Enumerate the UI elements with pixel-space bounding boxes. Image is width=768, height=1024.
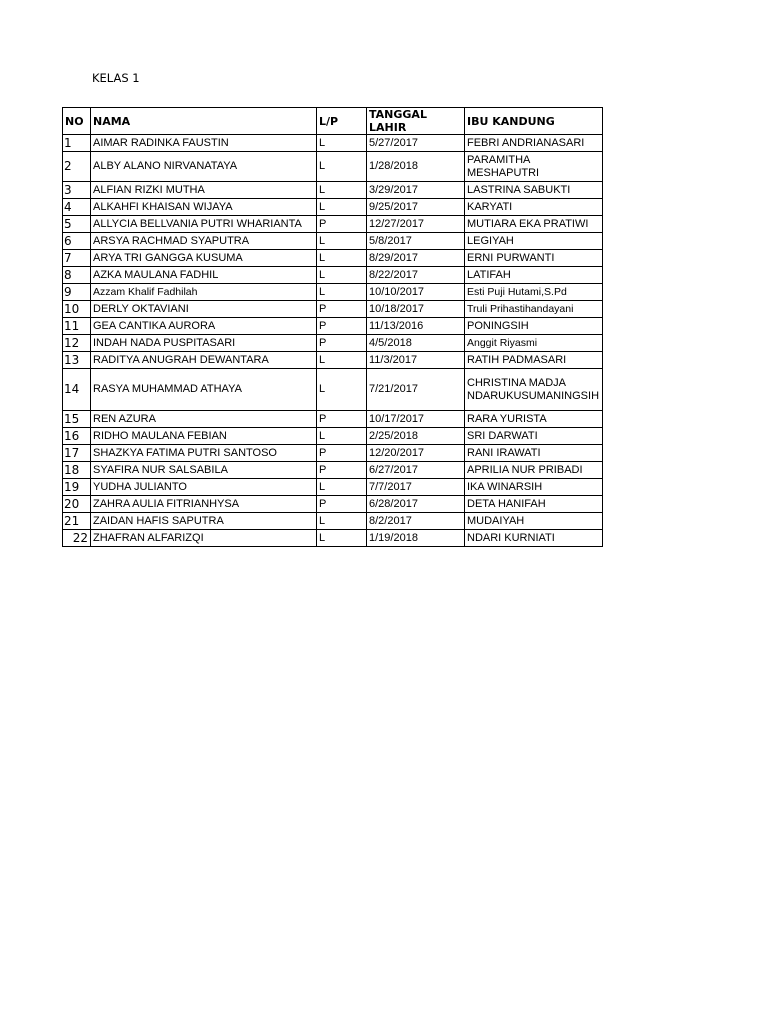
cell-lp: P bbox=[317, 301, 367, 318]
cell-no: 21 bbox=[63, 513, 91, 530]
cell-no: 8 bbox=[63, 267, 91, 284]
table-row bbox=[63, 352, 603, 369]
cell-tanggal-lahir: 8/29/2017 bbox=[367, 250, 465, 267]
cell-nama: AZKA MAULANA FADHIL bbox=[91, 267, 317, 284]
cell-no: 18 bbox=[63, 462, 91, 479]
cell-nama: ZAHRA AULIA FITRIANHYSA bbox=[91, 496, 317, 513]
column-header-no: NO bbox=[63, 108, 91, 135]
cell-ibu-kandung: MUTIARA EKA PRATIWI bbox=[465, 216, 603, 233]
cell-nama: REN AZURA bbox=[91, 411, 317, 428]
cell-no: 2 bbox=[63, 152, 91, 182]
column-header-tanggal-lahir: TANGGAL LAHIR bbox=[367, 108, 465, 135]
student-table bbox=[62, 107, 603, 547]
cell-tanggal-lahir: 10/17/2017 bbox=[367, 411, 465, 428]
cell-tanggal-lahir: 7/7/2017 bbox=[367, 479, 465, 496]
cell-lp: L bbox=[317, 250, 367, 267]
cell-nama: ZHAFRAN ALFARIZQI bbox=[91, 530, 317, 547]
cell-tanggal-lahir: 1/28/2018 bbox=[367, 152, 465, 182]
table-row bbox=[63, 301, 603, 318]
cell-ibu-kandung: Esti Puji Hutami,S.Pd bbox=[465, 284, 603, 301]
cell-ibu-kandung: PARAMITHA MESHAPUTRI bbox=[465, 152, 603, 182]
cell-lp: P bbox=[317, 496, 367, 513]
table-row bbox=[63, 479, 603, 496]
cell-tanggal-lahir: 4/5/2018 bbox=[367, 335, 465, 352]
cell-tanggal-lahir: 10/10/2017 bbox=[367, 284, 465, 301]
cell-ibu-kandung: FEBRI ANDRIANASARI bbox=[465, 135, 603, 152]
table-header-row bbox=[63, 108, 603, 135]
column-header-lp: L/P bbox=[317, 108, 367, 135]
cell-lp: P bbox=[317, 411, 367, 428]
cell-no: 20 bbox=[63, 496, 91, 513]
column-header-nama: NAMA bbox=[91, 108, 317, 135]
cell-no: 12 bbox=[63, 335, 91, 352]
cell-tanggal-lahir: 7/21/2017 bbox=[367, 369, 465, 411]
column-header-ibu-kandung: IBU KANDUNG bbox=[465, 108, 603, 135]
table-row bbox=[63, 445, 603, 462]
table-row bbox=[63, 513, 603, 530]
cell-no: 11 bbox=[63, 318, 91, 335]
table-row bbox=[63, 530, 603, 547]
cell-nama: ARSYA RACHMAD SYAPUTRA bbox=[91, 233, 317, 250]
cell-no: 4 bbox=[63, 199, 91, 216]
cell-tanggal-lahir: 5/8/2017 bbox=[367, 233, 465, 250]
cell-tanggal-lahir: 10/18/2017 bbox=[367, 301, 465, 318]
cell-ibu-kandung: MUDAIYAH bbox=[465, 513, 603, 530]
cell-no: 7 bbox=[63, 250, 91, 267]
cell-lp: P bbox=[317, 216, 367, 233]
cell-lp: L bbox=[317, 428, 367, 445]
cell-no: 16 bbox=[63, 428, 91, 445]
cell-tanggal-lahir: 8/2/2017 bbox=[367, 513, 465, 530]
cell-tanggal-lahir: 6/27/2017 bbox=[367, 462, 465, 479]
table-row bbox=[63, 182, 603, 199]
table-row bbox=[63, 216, 603, 233]
cell-tanggal-lahir: 11/13/2016 bbox=[367, 318, 465, 335]
cell-nama: ARYA TRI GANGGA KUSUMA bbox=[91, 250, 317, 267]
cell-nama: RIDHO MAULANA FEBIAN bbox=[91, 428, 317, 445]
cell-nama: Azzam Khalif Fadhilah bbox=[91, 284, 317, 301]
cell-ibu-kandung: NDARI KURNIATI bbox=[465, 530, 603, 547]
cell-ibu-kandung: SRI DARWATI bbox=[465, 428, 603, 445]
cell-ibu-kandung: PONINGSIH bbox=[465, 318, 603, 335]
cell-nama: RADITYA ANUGRAH DEWANTARA bbox=[91, 352, 317, 369]
cell-lp: L bbox=[317, 233, 367, 250]
cell-no: 10 bbox=[63, 301, 91, 318]
cell-tanggal-lahir: 12/20/2017 bbox=[367, 445, 465, 462]
cell-tanggal-lahir: 8/22/2017 bbox=[367, 267, 465, 284]
cell-nama: ALKAHFI KHAISAN WIJAYA bbox=[91, 199, 317, 216]
table-row bbox=[63, 428, 603, 445]
cell-lp: P bbox=[317, 445, 367, 462]
cell-lp: L bbox=[317, 479, 367, 496]
cell-nama: YUDHA JULIANTO bbox=[91, 479, 317, 496]
table-row bbox=[63, 369, 603, 411]
cell-ibu-kandung: Truli Prihastihandayani bbox=[465, 301, 603, 318]
cell-nama: INDAH NADA PUSPITASARI bbox=[91, 335, 317, 352]
table-row bbox=[63, 335, 603, 352]
cell-ibu-kandung: RARA YURISTA bbox=[465, 411, 603, 428]
table-row bbox=[63, 284, 603, 301]
cell-nama: ALFIAN RIZKI MUTHA bbox=[91, 182, 317, 199]
cell-lp: L bbox=[317, 267, 367, 284]
cell-no: 13 bbox=[63, 352, 91, 369]
table-row bbox=[63, 233, 603, 250]
cell-nama: SYAFIRA NUR SALSABILA bbox=[91, 462, 317, 479]
cell-nama: AIMAR RADINKA FAUSTIN bbox=[91, 135, 317, 152]
cell-nama: ALLYCIA BELLVANIA PUTRI WHARIANTA bbox=[91, 216, 317, 233]
cell-lp: L bbox=[317, 513, 367, 530]
cell-tanggal-lahir: 3/29/2017 bbox=[367, 182, 465, 199]
cell-no: 14 bbox=[63, 369, 91, 411]
cell-no: 19 bbox=[63, 479, 91, 496]
cell-tanggal-lahir: 12/27/2017 bbox=[367, 216, 465, 233]
cell-no: 5 bbox=[63, 216, 91, 233]
cell-tanggal-lahir: 1/19/2018 bbox=[367, 530, 465, 547]
cell-nama: GEA CANTIKA AURORA bbox=[91, 318, 317, 335]
cell-lp: L bbox=[317, 352, 367, 369]
cell-tanggal-lahir: 5/27/2017 bbox=[367, 135, 465, 152]
table-row bbox=[63, 135, 603, 152]
table-row bbox=[63, 267, 603, 284]
table-row bbox=[63, 318, 603, 335]
cell-lp: L bbox=[317, 199, 367, 216]
table-row bbox=[63, 462, 603, 479]
cell-ibu-kandung: LASTRINA SABUKTI bbox=[465, 182, 603, 199]
cell-lp: L bbox=[317, 135, 367, 152]
cell-no: 1 bbox=[63, 135, 91, 152]
cell-lp: L bbox=[317, 182, 367, 199]
cell-ibu-kandung: LEGIYAH bbox=[465, 233, 603, 250]
cell-lp: P bbox=[317, 318, 367, 335]
cell-nama: ALBY ALANO NIRVANATAYA bbox=[91, 152, 317, 182]
cell-lp: L bbox=[317, 530, 367, 547]
cell-ibu-kandung: APRILIA NUR PRIBADI bbox=[465, 462, 603, 479]
cell-ibu-kandung: RANI IRAWATI bbox=[465, 445, 603, 462]
cell-no: 3 bbox=[63, 182, 91, 199]
cell-ibu-kandung: DETA HANIFAH bbox=[465, 496, 603, 513]
cell-ibu-kandung: LATIFAH bbox=[465, 267, 603, 284]
cell-tanggal-lahir: 6/28/2017 bbox=[367, 496, 465, 513]
cell-tanggal-lahir: 2/25/2018 bbox=[367, 428, 465, 445]
cell-nama: ZAIDAN HAFIS SAPUTRA bbox=[91, 513, 317, 530]
cell-ibu-kandung: IKA WINARSIH bbox=[465, 479, 603, 496]
cell-no: 9 bbox=[63, 284, 91, 301]
cell-no: 6 bbox=[63, 233, 91, 250]
cell-ibu-kandung: ERNI PURWANTI bbox=[465, 250, 603, 267]
table-row bbox=[63, 250, 603, 267]
cell-ibu-kandung: CHRISTINA MADJA NDARUKUSUMANINGSIH bbox=[465, 369, 603, 411]
cell-no: 22 bbox=[63, 530, 91, 547]
cell-nama: DERLY OKTAVIANI bbox=[91, 301, 317, 318]
cell-lp: L bbox=[317, 369, 367, 411]
table-row bbox=[63, 496, 603, 513]
table-row bbox=[63, 152, 603, 182]
cell-lp: P bbox=[317, 335, 367, 352]
cell-tanggal-lahir: 9/25/2017 bbox=[367, 199, 465, 216]
cell-ibu-kandung: KARYATI bbox=[465, 199, 603, 216]
cell-ibu-kandung: RATIH PADMASARI bbox=[465, 352, 603, 369]
cell-ibu-kandung: Anggit Riyasmi bbox=[465, 335, 603, 352]
cell-lp: L bbox=[317, 152, 367, 182]
cell-nama: SHAZKYA FATIMA PUTRI SANTOSO bbox=[91, 445, 317, 462]
cell-no: 15 bbox=[63, 411, 91, 428]
cell-nama: RASYA MUHAMMAD ATHAYA bbox=[91, 369, 317, 411]
table-row bbox=[63, 199, 603, 216]
cell-tanggal-lahir: 11/3/2017 bbox=[367, 352, 465, 369]
class-heading: KELAS 1 bbox=[92, 71, 140, 85]
table-row bbox=[63, 411, 603, 428]
cell-lp: L bbox=[317, 284, 367, 301]
cell-no: 17 bbox=[63, 445, 91, 462]
cell-lp: P bbox=[317, 462, 367, 479]
